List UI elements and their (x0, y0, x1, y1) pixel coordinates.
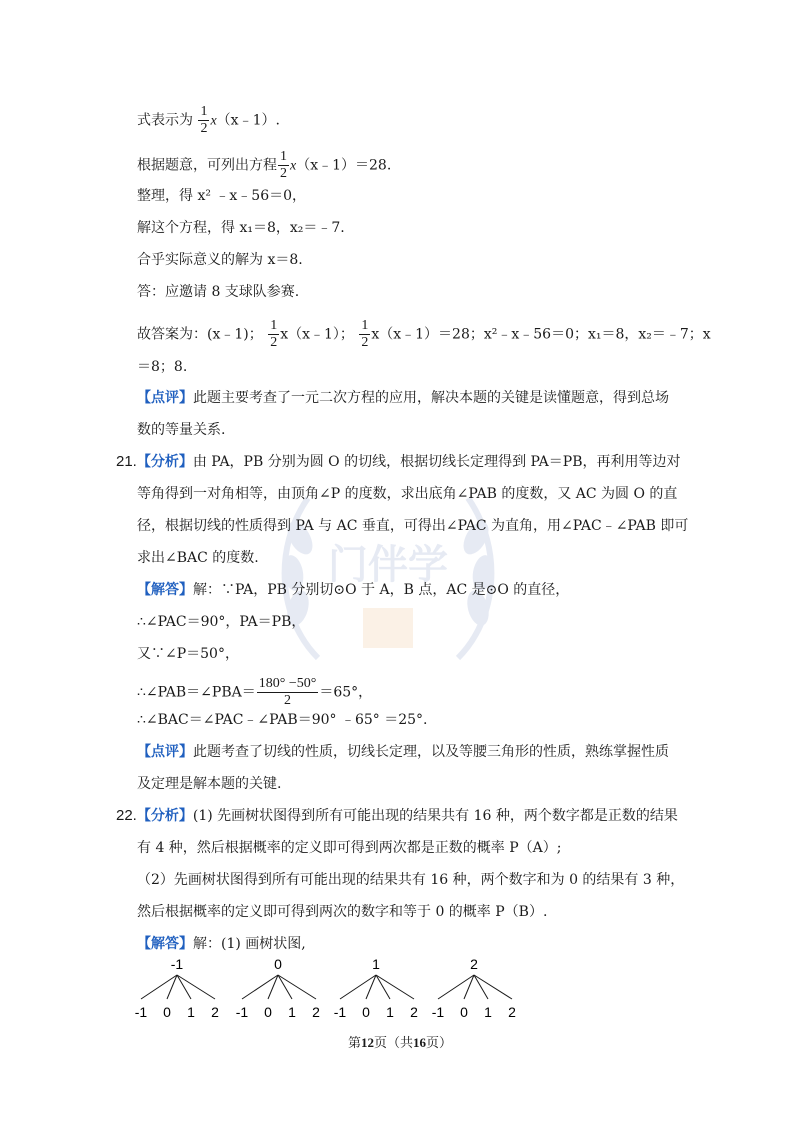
fraction-half: $\frac{1}{2}$ (270, 318, 278, 350)
page-footer: 第12页（共16页） (347, 1035, 453, 1051)
text-line: 然后根据概率的定义即可得到两次的数字和等于 0 的概率 P（B）. (137, 904, 548, 920)
analysis-tag: 【分析】 (136, 454, 193, 470)
tree-leaf-label: -1 (235, 1004, 249, 1020)
tree-branch (177, 975, 191, 999)
text-line: 故答案为：(x﹣1)； $\frac{1}{2}$ x（x﹣1）； $\frac{1}{2}$ x（x﹣1）＝28；x²﹣x﹣56＝0；x₁＝8，x₂＝﹣7；x (137, 318, 711, 350)
tree-leaf-label: 2 (211, 1004, 219, 1020)
text-line: 有 4 种，然后根据概率的定义即可得到两次都是正数的概率 P（A）; (137, 840, 562, 856)
tree-2 (236, 956, 320, 1020)
tree-root-label: 1 (372, 956, 380, 972)
tree-branch (177, 975, 215, 999)
text-line: ∴∠BAC＝∠PAC﹣∠PAB＝90° ﹣65° ＝25°. (137, 712, 428, 728)
tree-branch (474, 975, 488, 999)
tree-leaf-label: 0 (460, 1004, 468, 1020)
text-line: 数的等量关系. (137, 422, 226, 438)
tree-leaf-label: 2 (508, 1004, 516, 1020)
answer-line: 【解答】解：(1) 画树状图, (137, 936, 306, 952)
tree-leaf-label: 0 (163, 1004, 171, 1020)
text-line: 又∵∠P＝50°， (137, 646, 239, 662)
fraction-angle: $\frac{180^\circ -50^\circ}{2}$ (258, 676, 317, 708)
tree-branch (376, 975, 414, 999)
tree-leaf-label: 2 (410, 1004, 418, 1020)
tree-leaf-label: 2 (312, 1004, 320, 1020)
text-line: 径，根据切线的性质得到 PA 与 AC 垂直，可得出∠PAC 为直角，用∠PAC﹣∠PAB 即可 (137, 518, 689, 534)
page-total: 16 (413, 1035, 426, 1050)
review-tag: 【点评】 (137, 744, 193, 760)
text-line: ＝8；8. (137, 359, 188, 375)
answer-tag: 【解答】 (137, 936, 193, 952)
text-line: ∴∠PAB＝∠PBA＝ $\frac{180^\circ -50^\circ}{2}$ ＝65°， (137, 676, 373, 708)
text-line: 根据题意，可列出方程 $\frac{1}{2}$ x（x﹣1）＝28. (137, 149, 392, 181)
tree-leaf-label: 0 (264, 1004, 272, 1020)
watermark-text: 门伴学 (328, 542, 448, 588)
text-line: （2）先画树状图得到所有可能出现的结果共有 16 种，两个数字和为 0 的结果有 3 种， (137, 872, 685, 888)
text-line: 式表示为 $\frac{1}{2}$ x（x﹣1）. (137, 104, 280, 136)
tree-4 (432, 956, 516, 1020)
question-22-analysis: 22.【分析】(1) 先画树状图得到所有可能出现的结果共有 16 种，两个数字都是正数的结果 (116, 807, 678, 824)
tree-diagram (0, 955, 800, 1025)
tree-branch (278, 975, 292, 999)
text-line: 解这个方程，得 x₁＝8，x₂＝﹣7. (137, 220, 345, 236)
question-number: 22. (116, 807, 137, 824)
review-line: 【点评】此题考查了切线的性质，切线长定理，以及等腰三角形的性质，熟练掌握性质 (137, 744, 669, 760)
tree-root-label: -1 (170, 956, 184, 972)
review-line: 【点评】此题主要考查了一元二次方程的应用，解决本题的关键是读懂题意，得到总场 (137, 390, 669, 406)
fraction-half: $\frac{1}{2}$ (361, 318, 369, 350)
review-tag: 【点评】 (137, 390, 193, 406)
tree-leaf-label: -1 (333, 1004, 347, 1020)
question-number: 21. (116, 453, 137, 470)
tree-3 (334, 956, 418, 1020)
answer-line: 【解答】解：∵PA，PB 分别切⊙O 于 A，B 点，AC 是⊙O 的直径， (137, 582, 570, 598)
tree-root-label: 0 (274, 956, 282, 972)
tree-branch (376, 975, 390, 999)
fraction-half: $\frac{1}{2}$ (280, 149, 287, 181)
analysis-tag: 【分析】 (136, 808, 193, 824)
tree-1 (135, 956, 219, 1020)
text-line: 合乎实际意义的解为 x＝8. (137, 252, 303, 268)
tree-branch (278, 975, 316, 999)
tree-branch (474, 975, 512, 999)
tree-leaf-label: 1 (484, 1004, 492, 1020)
tree-root-label: 2 (470, 956, 478, 972)
text-line: 及定理是解本题的关键. (137, 776, 282, 792)
text-line: 整理，得 x² ﹣x﹣56＝0， (137, 188, 307, 204)
page-number: 12 (360, 1035, 374, 1050)
fraction-half: $\frac{1}{2}$ (200, 104, 208, 136)
tree-leaf-label: 1 (187, 1004, 195, 1020)
text-line: 等角得到一对角相等，由顶角∠P 的度数，求出底角∠PAB 的度数，又 AC 为圆 O 的直 (137, 486, 678, 502)
text-line: 答：应邀请 8 支球队参赛. (137, 284, 300, 300)
tree-leaf-label: 1 (288, 1004, 296, 1020)
question-21-analysis: 21.【分析】由 PA，PB 分别为圆 O 的切线，根据切线长定理得到 PA＝PB，再利用等边对 (116, 453, 681, 470)
text-line: ∴∠PAC＝90°，PA＝PB， (137, 614, 306, 630)
tree-leaf-label: 1 (386, 1004, 394, 1020)
tree-leaf-label: -1 (431, 1004, 445, 1020)
tree-leaf-label: 0 (362, 1004, 370, 1020)
answer-tag: 【解答】 (137, 582, 193, 598)
text-line: 求出∠BAC 的度数. (137, 550, 259, 566)
tree-leaf-label: -1 (134, 1004, 148, 1020)
